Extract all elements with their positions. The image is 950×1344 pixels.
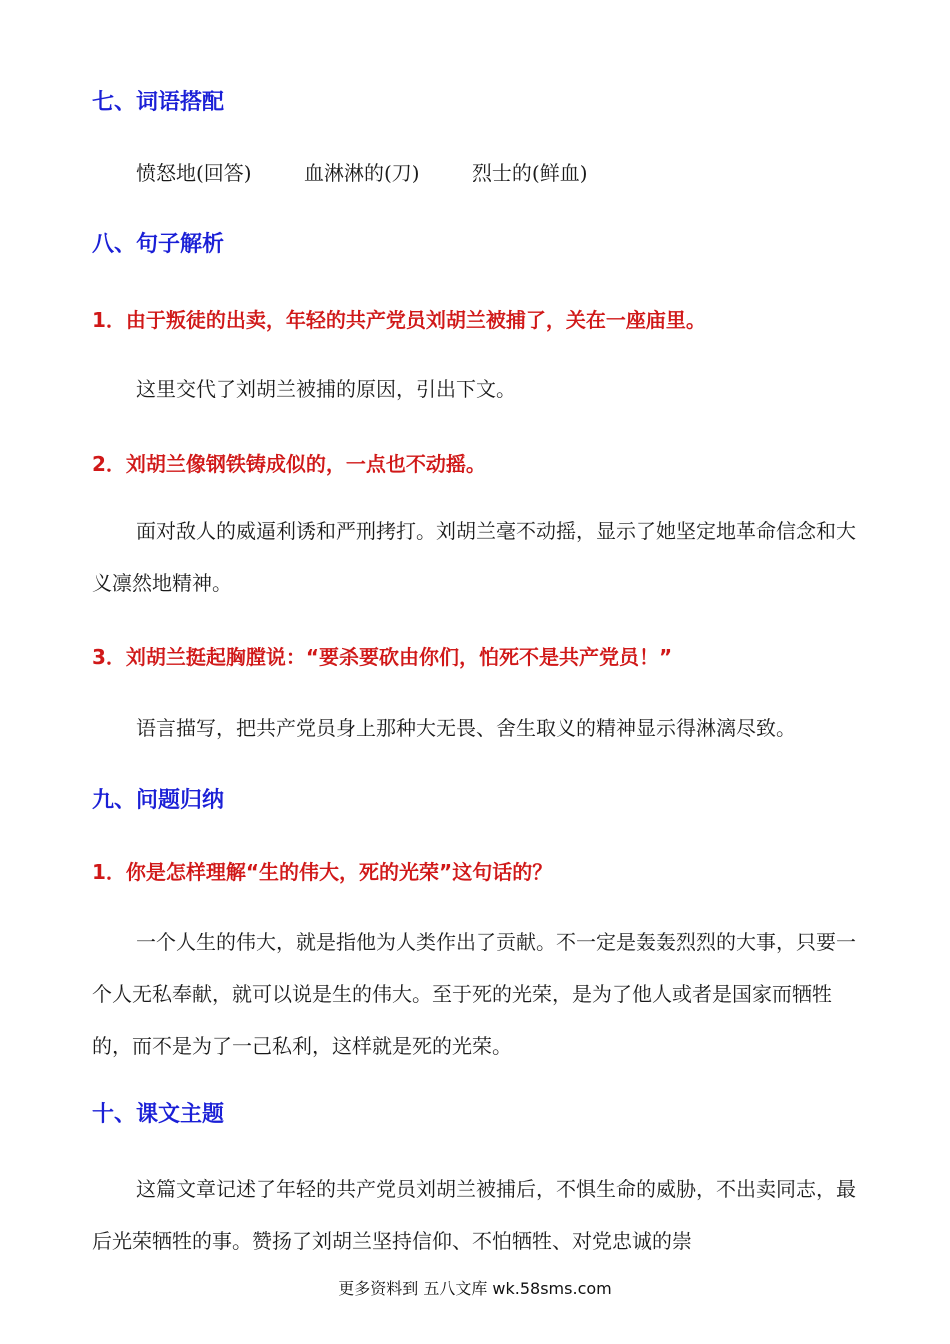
word-pairs (136, 158, 864, 188)
answer-1: 一个人生的伟大，就是指他为人类作出了贡献。不一定是轰轰烈烈的大事，只要一个人无私奉献，就可以说是生的伟大。至于死的光荣，是为了他人或者是国家而牺牲的，而不是为了一己私利，这样就是死的光荣。 (92, 930, 856, 1058)
word-pair-1: 愤怒地(回答) (136, 161, 252, 185)
section-title-10: 十、课文主题 (92, 1102, 225, 1127)
word-pair-3: 烈士的(鲜血) (471, 161, 588, 185)
section-title-7: 七、词语搭配 (92, 90, 225, 115)
section-title-8: 八、句子解析 (92, 232, 225, 257)
analysis-2: 面对敌人的威逼利诱和严刑拷打。刘胡兰毫不动摇，显示了她坚定地革命信念和大义凛然地精神。 (92, 519, 856, 595)
analysis-1: 这里交代了刘胡兰被捕的原因，引出下文。 (136, 377, 516, 401)
sentence-3: 3．刘胡兰挺起胸膛说：“要杀要砍由你们，怕死不是共产党员！” (92, 645, 673, 669)
section-title-9: 九、问题归纳 (92, 788, 225, 813)
theme-body: 这篇文章记述了年轻的共产党员刘胡兰被捕后，不惧生命的威胁，不出卖同志，最后光荣牺牲的事。赞扬了刘胡兰坚持信仰、不怕牺牲、对党忠诚的崇 (92, 1177, 856, 1253)
footer-link[interactable]: 更多资料到 五八文库 wk.58sms.com (338, 1279, 612, 1298)
analysis-3: 语言描写，把共产党员身上那种大无畏、舍生取义的精神显示得淋漓尽致。 (136, 716, 796, 740)
question-1: 1．你是怎样理解“生的伟大，死的光荣”这句话的？ (92, 860, 553, 884)
sentence-1: 1．由于叛徒的出卖，年轻的共产党员刘胡兰被捕了，关在一座庙里。 (92, 308, 706, 332)
sentence-2: 2．刘胡兰像钢铁铸成似的，一点也不动摇。 (92, 452, 486, 476)
word-pair-2: 血淋淋的(刀) (303, 161, 420, 185)
